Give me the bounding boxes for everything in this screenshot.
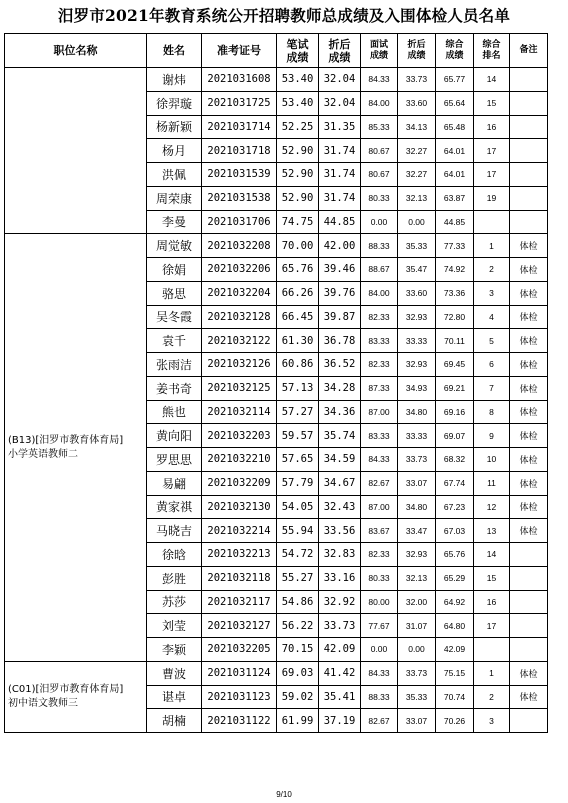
exam-no-cell: 2021031124 — [202, 661, 277, 685]
interview-converted-cell: 0.00 — [398, 210, 436, 234]
written-converted-cell: 41.42 — [319, 661, 361, 685]
total-score-cell: 67.74 — [436, 471, 474, 495]
written-score-cell: 52.25 — [277, 115, 319, 139]
header-interview-score: 面试 成绩 — [361, 34, 398, 68]
exam-no-cell: 2021032213 — [202, 543, 277, 567]
note-cell — [510, 566, 548, 590]
results-table — [4, 33, 548, 733]
rank-cell: 17 — [474, 139, 510, 163]
name-cell: 吴冬霞 — [147, 305, 202, 329]
total-score-cell: 65.48 — [436, 115, 474, 139]
written-converted-cell: 33.73 — [319, 614, 361, 638]
interview-converted-cell: 32.27 — [398, 163, 436, 187]
name-cell: 李颖 — [147, 638, 202, 662]
interview-converted-cell: 33.60 — [398, 91, 436, 115]
note-cell — [510, 709, 548, 733]
header-written-score: 笔试 成绩 — [277, 34, 319, 68]
page-number: 9/10 — [276, 790, 292, 799]
interview-score-cell: 82.67 — [361, 471, 398, 495]
exam-no-cell: 2021032117 — [202, 590, 277, 614]
name-cell: 黄家祺 — [147, 495, 202, 519]
exam-no-cell: 2021032126 — [202, 353, 277, 377]
header-total-score: 综合 成绩 — [436, 34, 474, 68]
name-cell: 熊也 — [147, 400, 202, 424]
written-score-cell: 61.99 — [277, 709, 319, 733]
interview-score-cell: 83.67 — [361, 519, 398, 543]
table-row — [5, 661, 548, 685]
exam-no-cell: 2021031538 — [202, 186, 277, 210]
exam-no-cell: 2021031608 — [202, 68, 277, 92]
note-cell: 体检 — [510, 329, 548, 353]
written-score-cell: 57.13 — [277, 376, 319, 400]
written-converted-cell: 34.28 — [319, 376, 361, 400]
written-score-cell: 65.76 — [277, 258, 319, 282]
name-cell: 胡楠 — [147, 709, 202, 733]
position-line-1: (C01)[汨罗市教育体育局] — [8, 683, 124, 695]
total-score-cell: 65.77 — [436, 68, 474, 92]
rank-cell — [474, 638, 510, 662]
header-name: 姓名 — [147, 34, 202, 68]
interview-score-cell: 88.67 — [361, 258, 398, 282]
interview-converted-cell: 33.33 — [398, 329, 436, 353]
interview-score-cell: 88.33 — [361, 234, 398, 258]
header-rank: 综合 排名 — [474, 34, 510, 68]
interview-converted-cell: 32.27 — [398, 139, 436, 163]
note-cell — [510, 210, 548, 234]
total-score-cell: 67.03 — [436, 519, 474, 543]
rank-cell: 19 — [474, 186, 510, 210]
interview-converted-cell: 32.93 — [398, 353, 436, 377]
interview-score-cell: 85.33 — [361, 115, 398, 139]
name-cell: 刘莹 — [147, 614, 202, 638]
exam-no-cell: 2021032204 — [202, 281, 277, 305]
table-row — [5, 234, 548, 258]
interview-converted-cell: 31.07 — [398, 614, 436, 638]
interview-converted-cell: 34.93 — [398, 376, 436, 400]
total-score-cell: 69.07 — [436, 424, 474, 448]
exam-no-cell: 2021032128 — [202, 305, 277, 329]
written-converted-cell: 33.16 — [319, 566, 361, 590]
total-score-cell: 65.76 — [436, 543, 474, 567]
position-line-1: (B13)[汨罗市教育体育局] — [8, 434, 124, 446]
written-converted-cell: 32.43 — [319, 495, 361, 519]
note-cell: 体检 — [510, 471, 548, 495]
written-score-cell: 54.05 — [277, 495, 319, 519]
interview-converted-cell: 35.47 — [398, 258, 436, 282]
name-cell: 徐晗 — [147, 543, 202, 567]
total-score-cell: 69.45 — [436, 353, 474, 377]
total-score-cell: 69.16 — [436, 400, 474, 424]
rank-cell: 1 — [474, 661, 510, 685]
name-cell: 徐羿璇 — [147, 91, 202, 115]
interview-score-cell: 77.67 — [361, 614, 398, 638]
exam-no-cell: 2021032122 — [202, 329, 277, 353]
rank-cell: 3 — [474, 709, 510, 733]
total-score-cell: 64.80 — [436, 614, 474, 638]
header-interview-converted: 折后 成绩 — [398, 34, 436, 68]
exam-no-cell: 2021032206 — [202, 258, 277, 282]
written-converted-cell: 39.87 — [319, 305, 361, 329]
exam-no-cell: 2021031706 — [202, 210, 277, 234]
written-converted-cell: 31.74 — [319, 186, 361, 210]
interview-score-cell: 82.67 — [361, 709, 398, 733]
written-converted-cell: 31.74 — [319, 163, 361, 187]
name-cell: 曹波 — [147, 661, 202, 685]
total-score-cell: 73.36 — [436, 281, 474, 305]
interview-converted-cell: 33.47 — [398, 519, 436, 543]
written-converted-cell: 32.83 — [319, 543, 361, 567]
total-score-cell: 67.23 — [436, 495, 474, 519]
rank-cell: 6 — [474, 353, 510, 377]
written-converted-cell: 32.92 — [319, 590, 361, 614]
rank-cell: 16 — [474, 115, 510, 139]
exam-no-cell: 2021031718 — [202, 139, 277, 163]
name-cell: 姜书奇 — [147, 376, 202, 400]
exam-no-cell: 2021031714 — [202, 115, 277, 139]
written-converted-cell: 35.74 — [319, 424, 361, 448]
interview-converted-cell: 32.93 — [398, 543, 436, 567]
header-note: 备注 — [510, 34, 548, 68]
note-cell: 体检 — [510, 661, 548, 685]
rank-cell: 13 — [474, 519, 510, 543]
written-converted-cell: 42.09 — [319, 638, 361, 662]
total-score-cell: 44.85 — [436, 210, 474, 234]
exam-no-cell: 2021032118 — [202, 566, 277, 590]
written-score-cell: 74.75 — [277, 210, 319, 234]
written-converted-cell: 31.74 — [319, 139, 361, 163]
note-cell: 体检 — [510, 685, 548, 709]
written-score-cell: 53.40 — [277, 91, 319, 115]
note-cell — [510, 91, 548, 115]
exam-no-cell: 2021032114 — [202, 400, 277, 424]
note-cell: 体检 — [510, 448, 548, 472]
written-converted-cell: 34.36 — [319, 400, 361, 424]
name-cell: 罗思思 — [147, 448, 202, 472]
name-cell: 徐娟 — [147, 258, 202, 282]
interview-converted-cell: 33.07 — [398, 709, 436, 733]
written-score-cell: 61.30 — [277, 329, 319, 353]
note-cell: 体检 — [510, 234, 548, 258]
interview-score-cell: 87.00 — [361, 495, 398, 519]
interview-score-cell: 82.33 — [361, 353, 398, 377]
rank-cell: 17 — [474, 614, 510, 638]
name-cell: 骆思 — [147, 281, 202, 305]
total-score-cell: 70.74 — [436, 685, 474, 709]
interview-converted-cell: 0.00 — [398, 638, 436, 662]
rank-cell: 14 — [474, 543, 510, 567]
interview-converted-cell: 32.00 — [398, 590, 436, 614]
exam-no-cell: 2021031725 — [202, 91, 277, 115]
name-cell: 黄向阳 — [147, 424, 202, 448]
note-cell: 体检 — [510, 353, 548, 377]
name-cell: 苏莎 — [147, 590, 202, 614]
note-cell — [510, 163, 548, 187]
table-header-row — [5, 34, 548, 68]
interview-score-cell: 84.33 — [361, 448, 398, 472]
table-body — [5, 68, 548, 733]
interview-score-cell: 84.00 — [361, 91, 398, 115]
written-converted-cell: 39.46 — [319, 258, 361, 282]
total-score-cell: 75.15 — [436, 661, 474, 685]
page-title: 汨罗市2021年教育系统公开招聘教师总成绩及入围体检人员名单 — [57, 6, 511, 25]
interview-converted-cell: 33.73 — [398, 448, 436, 472]
rank-cell: 15 — [474, 566, 510, 590]
note-cell — [510, 590, 548, 614]
interview-score-cell: 88.33 — [361, 685, 398, 709]
interview-score-cell: 84.00 — [361, 281, 398, 305]
name-cell: 杨月 — [147, 139, 202, 163]
name-cell: 李曼 — [147, 210, 202, 234]
name-cell: 马晓吉 — [147, 519, 202, 543]
interview-score-cell: 84.33 — [361, 68, 398, 92]
note-cell — [510, 115, 548, 139]
position-line-2: 小学英语教师二 — [8, 448, 78, 460]
written-score-cell: 55.94 — [277, 519, 319, 543]
written-converted-cell: 39.76 — [319, 281, 361, 305]
note-cell: 体检 — [510, 400, 548, 424]
exam-no-cell: 2021032209 — [202, 471, 277, 495]
note-cell — [510, 614, 548, 638]
name-cell: 张雨洁 — [147, 353, 202, 377]
written-score-cell: 70.00 — [277, 234, 319, 258]
note-cell: 体检 — [510, 519, 548, 543]
interview-converted-cell: 33.73 — [398, 661, 436, 685]
rank-cell: 14 — [474, 68, 510, 92]
written-converted-cell: 37.19 — [319, 709, 361, 733]
written-converted-cell: 32.04 — [319, 91, 361, 115]
interview-converted-cell: 35.33 — [398, 234, 436, 258]
interview-converted-cell: 33.73 — [398, 68, 436, 92]
exam-no-cell: 2021031539 — [202, 163, 277, 187]
written-score-cell: 54.86 — [277, 590, 319, 614]
interview-score-cell: 0.00 — [361, 210, 398, 234]
interview-converted-cell: 33.07 — [398, 471, 436, 495]
written-converted-cell: 35.41 — [319, 685, 361, 709]
written-score-cell: 57.27 — [277, 400, 319, 424]
written-converted-cell: 31.35 — [319, 115, 361, 139]
interview-score-cell: 83.33 — [361, 424, 398, 448]
written-score-cell: 52.90 — [277, 139, 319, 163]
exam-no-cell: 2021032125 — [202, 376, 277, 400]
total-score-cell: 72.80 — [436, 305, 474, 329]
written-converted-cell: 36.52 — [319, 353, 361, 377]
note-cell: 体检 — [510, 376, 548, 400]
interview-score-cell: 87.00 — [361, 400, 398, 424]
note-cell: 体检 — [510, 495, 548, 519]
rank-cell: 11 — [474, 471, 510, 495]
note-cell: 体检 — [510, 281, 548, 305]
rank-cell: 4 — [474, 305, 510, 329]
interview-converted-cell: 32.93 — [398, 305, 436, 329]
note-cell — [510, 139, 548, 163]
name-cell: 杨新颖 — [147, 115, 202, 139]
total-score-cell: 69.21 — [436, 376, 474, 400]
note-cell — [510, 543, 548, 567]
exam-no-cell: 2021032208 — [202, 234, 277, 258]
interview-score-cell: 82.33 — [361, 305, 398, 329]
rank-cell: 2 — [474, 258, 510, 282]
note-cell — [510, 638, 548, 662]
written-converted-cell: 34.67 — [319, 471, 361, 495]
note-cell: 体检 — [510, 258, 548, 282]
name-cell: 袁千 — [147, 329, 202, 353]
rank-cell: 8 — [474, 400, 510, 424]
total-score-cell: 64.01 — [436, 163, 474, 187]
total-score-cell: 70.26 — [436, 709, 474, 733]
written-score-cell: 60.86 — [277, 353, 319, 377]
header-written-converted: 折后 成绩 — [319, 34, 361, 68]
written-score-cell: 66.45 — [277, 305, 319, 329]
interview-converted-cell: 32.13 — [398, 186, 436, 210]
rank-cell: 2 — [474, 685, 510, 709]
written-score-cell: 69.03 — [277, 661, 319, 685]
exam-no-cell: 2021032214 — [202, 519, 277, 543]
interview-score-cell: 80.00 — [361, 590, 398, 614]
total-score-cell: 77.33 — [436, 234, 474, 258]
exam-no-cell: 2021032130 — [202, 495, 277, 519]
rank-cell: 12 — [474, 495, 510, 519]
interview-converted-cell: 34.80 — [398, 495, 436, 519]
interview-score-cell: 0.00 — [361, 638, 398, 662]
written-score-cell: 52.90 — [277, 186, 319, 210]
total-score-cell: 64.92 — [436, 590, 474, 614]
note-cell — [510, 68, 548, 92]
position-line-2: 初中语文教师三 — [8, 697, 78, 709]
rank-cell: 10 — [474, 448, 510, 472]
name-cell: 周觉敏 — [147, 234, 202, 258]
interview-converted-cell: 33.60 — [398, 281, 436, 305]
rank-cell — [474, 210, 510, 234]
rank-cell: 5 — [474, 329, 510, 353]
total-score-cell: 42.09 — [436, 638, 474, 662]
exam-no-cell: 2021031123 — [202, 685, 277, 709]
interview-score-cell: 84.33 — [361, 661, 398, 685]
name-cell: 易翩 — [147, 471, 202, 495]
written-score-cell: 57.65 — [277, 448, 319, 472]
total-score-cell: 63.87 — [436, 186, 474, 210]
total-score-cell: 74.92 — [436, 258, 474, 282]
exam-no-cell: 2021032210 — [202, 448, 277, 472]
written-score-cell: 59.57 — [277, 424, 319, 448]
rank-cell: 3 — [474, 281, 510, 305]
position-cell — [5, 68, 147, 234]
interview-converted-cell: 33.33 — [398, 424, 436, 448]
rank-cell: 1 — [474, 234, 510, 258]
written-score-cell: 59.02 — [277, 685, 319, 709]
exam-no-cell: 2021032205 — [202, 638, 277, 662]
table-row — [5, 68, 548, 92]
written-converted-cell: 44.85 — [319, 210, 361, 234]
rank-cell: 15 — [474, 91, 510, 115]
note-cell: 体检 — [510, 424, 548, 448]
interview-score-cell: 83.33 — [361, 329, 398, 353]
name-cell: 洪佩 — [147, 163, 202, 187]
written-score-cell: 55.27 — [277, 566, 319, 590]
written-converted-cell: 42.00 — [319, 234, 361, 258]
interview-converted-cell: 32.13 — [398, 566, 436, 590]
total-score-cell: 65.29 — [436, 566, 474, 590]
written-score-cell: 66.26 — [277, 281, 319, 305]
name-cell: 彭胜 — [147, 566, 202, 590]
interview-score-cell: 80.33 — [361, 566, 398, 590]
interview-score-cell: 80.67 — [361, 139, 398, 163]
exam-no-cell: 2021032203 — [202, 424, 277, 448]
name-cell: 谢炜 — [147, 68, 202, 92]
exam-no-cell: 2021031122 — [202, 709, 277, 733]
total-score-cell: 68.32 — [436, 448, 474, 472]
header-position: 职位名称 — [5, 34, 147, 68]
name-cell: 周荣康 — [147, 186, 202, 210]
written-converted-cell: 33.56 — [319, 519, 361, 543]
position-cell — [5, 661, 147, 732]
interview-score-cell: 82.33 — [361, 543, 398, 567]
written-converted-cell: 34.59 — [319, 448, 361, 472]
note-cell — [510, 186, 548, 210]
total-score-cell: 70.11 — [436, 329, 474, 353]
total-score-cell: 64.01 — [436, 139, 474, 163]
interview-converted-cell: 34.13 — [398, 115, 436, 139]
rank-cell: 17 — [474, 163, 510, 187]
written-score-cell: 54.72 — [277, 543, 319, 567]
written-score-cell: 57.79 — [277, 471, 319, 495]
exam-no-cell: 2021032127 — [202, 614, 277, 638]
header-exam-no: 准考证号 — [202, 34, 277, 68]
name-cell: 谌卓 — [147, 685, 202, 709]
position-cell — [5, 234, 147, 662]
written-score-cell: 53.40 — [277, 68, 319, 92]
rank-cell: 7 — [474, 376, 510, 400]
total-score-cell: 65.64 — [436, 91, 474, 115]
written-converted-cell: 36.78 — [319, 329, 361, 353]
rank-cell: 16 — [474, 590, 510, 614]
interview-score-cell: 80.33 — [361, 186, 398, 210]
written-converted-cell: 32.04 — [319, 68, 361, 92]
rank-cell: 9 — [474, 424, 510, 448]
written-score-cell: 52.90 — [277, 163, 319, 187]
written-score-cell: 70.15 — [277, 638, 319, 662]
written-score-cell: 56.22 — [277, 614, 319, 638]
interview-converted-cell: 34.80 — [398, 400, 436, 424]
interview-score-cell: 80.67 — [361, 163, 398, 187]
interview-score-cell: 87.33 — [361, 376, 398, 400]
note-cell: 体检 — [510, 305, 548, 329]
interview-converted-cell: 35.33 — [398, 685, 436, 709]
